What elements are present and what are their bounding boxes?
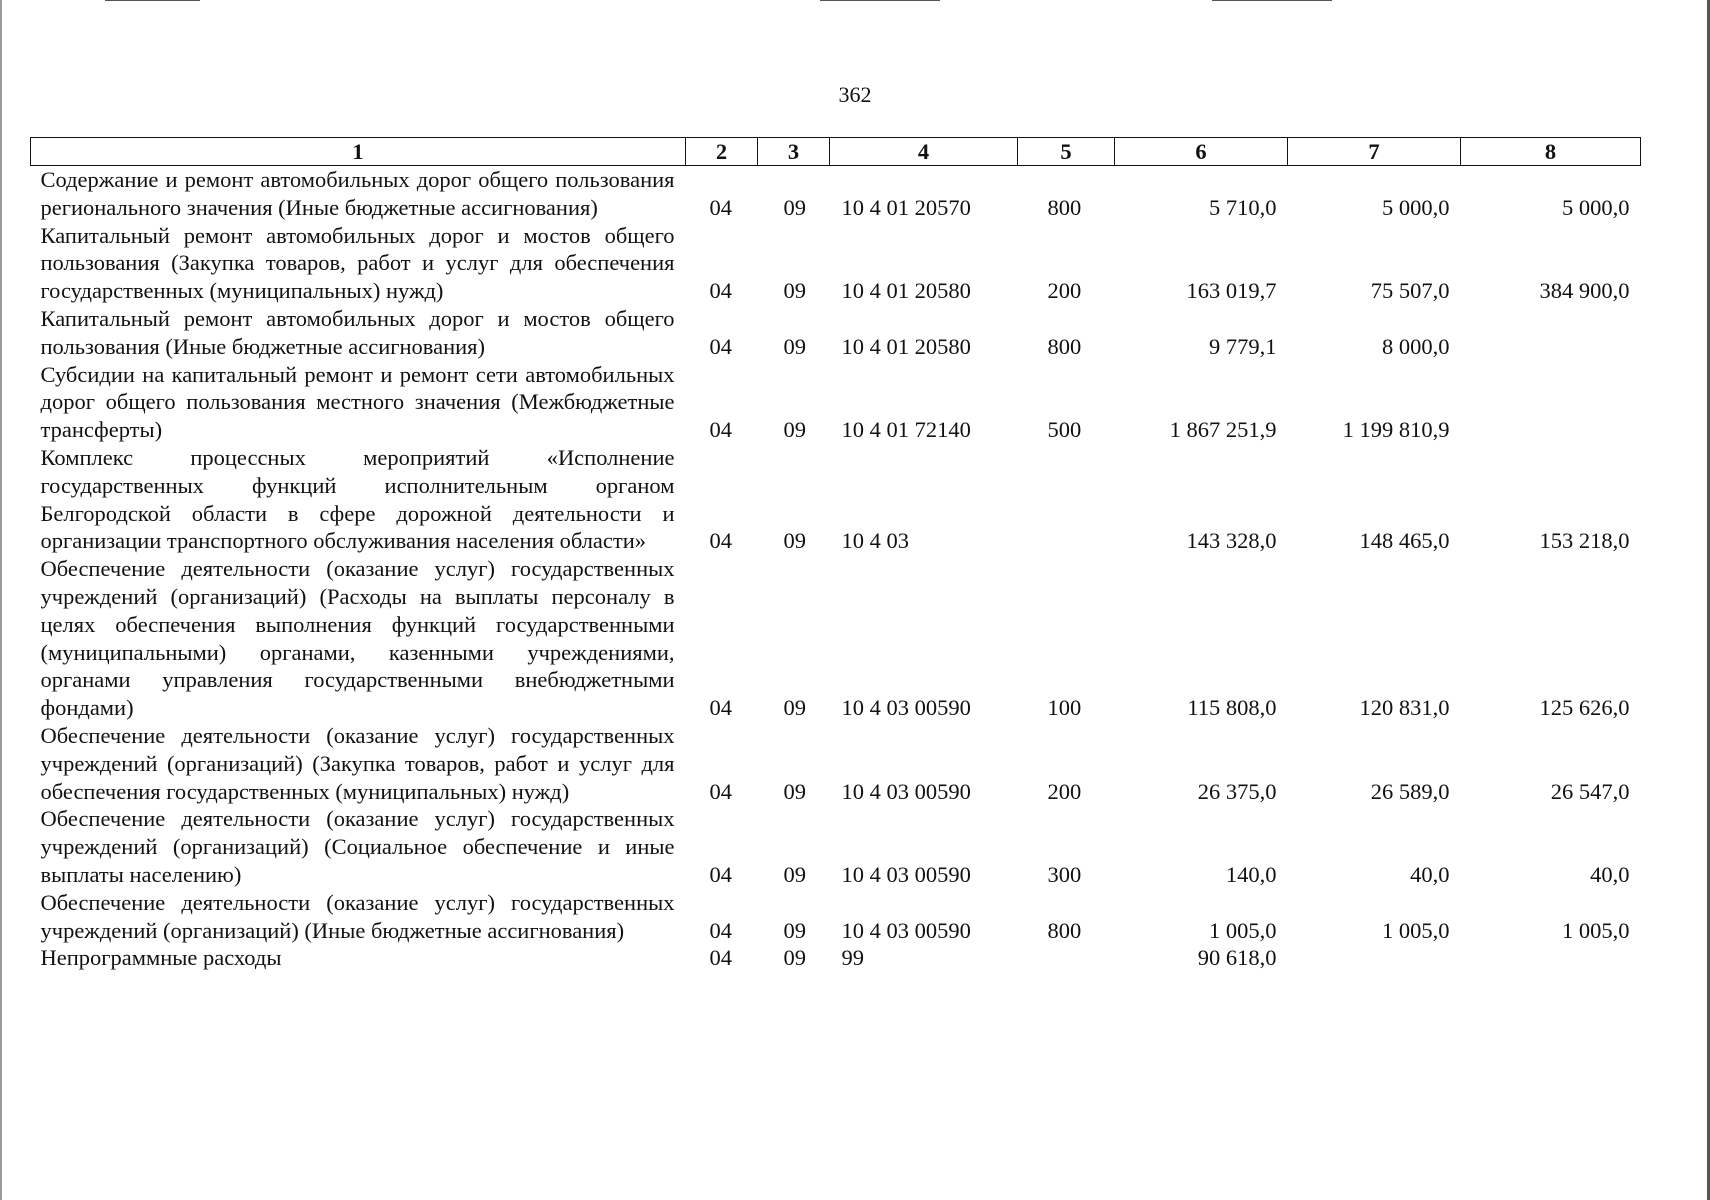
row-amount-col7: 148 465,0: [1359, 528, 1450, 554]
row-target-code: 10 4 03 00590: [841, 917, 971, 943]
row-target-code: 10 4 03 00590: [841, 695, 971, 721]
row-amount-col6: 90 618,0: [1197, 945, 1277, 971]
row-section: 04: [709, 917, 732, 943]
table-row: [31, 444, 1641, 555]
row-section: 04: [709, 778, 732, 804]
column-header-8: 8: [1461, 138, 1641, 166]
row-amount-col8: 5 000,0: [1562, 194, 1630, 220]
row-subsection: 09: [783, 528, 806, 554]
scan-mark: [1212, 0, 1332, 1]
row-amount-col8: 125 626,0: [1539, 695, 1630, 721]
row-target-code: 10 4 03: [841, 528, 909, 554]
table-row: [31, 361, 1641, 444]
row-amount-col7: [1288, 944, 1461, 972]
column-header-3: 3: [758, 138, 830, 166]
row-target-code: 10 4 01 20580: [841, 333, 971, 359]
row-amount-col8: 153 218,0: [1539, 528, 1630, 554]
column-header-4: 4: [830, 138, 1018, 166]
row-section: 04: [709, 278, 732, 304]
row-subsection: 09: [783, 778, 806, 804]
row-amount-col7: 75 507,0: [1370, 278, 1450, 304]
row-section: 04: [709, 417, 732, 443]
row-amount-col8: [1461, 305, 1641, 361]
row-amount-col6: 5 710,0: [1209, 194, 1277, 220]
row-amount-col6: 140,0: [1225, 861, 1277, 887]
row-description: Обеспечение деятельности (оказание услуг) государственных учреждений (организаций) (Иные бюджетные ассигнования): [40, 889, 675, 943]
row-target-code: 99: [841, 945, 864, 971]
row-amount-col7: 26 589,0: [1370, 778, 1450, 804]
budget-table-container: [30, 137, 1640, 972]
table-row: [31, 555, 1641, 722]
row-target-code: 10 4 01 72140: [841, 417, 971, 443]
column-header-5: 5: [1018, 138, 1115, 166]
row-expense-type: 800: [1047, 333, 1082, 359]
row-expense-type: 300: [1047, 861, 1082, 887]
row-subsection: 09: [783, 861, 806, 887]
row-expense-type: 100: [1047, 695, 1082, 721]
table-row: [31, 166, 1641, 222]
row-amount-col8: [1461, 361, 1641, 444]
table-row: [31, 805, 1641, 888]
row-amount-col6: 1 867 251,9: [1169, 417, 1277, 443]
row-amount-col7: 8 000,0: [1382, 333, 1450, 359]
row-amount-col6: 163 019,7: [1186, 278, 1277, 304]
row-description: Обеспечение деятельности (оказание услуг) государственных учреждений (организаций) (Расходы на выплаты персоналу в целях обеспечения выполнения функций государственными (муниципальными) органами, казенными учреждениями, органами управления государственными внебюджетными фондами): [40, 556, 675, 721]
column-header-2: 2: [686, 138, 758, 166]
row-subsection: 09: [783, 333, 806, 359]
row-amount-col8: [1461, 944, 1641, 972]
row-subsection: 09: [783, 945, 806, 971]
table-row: [31, 944, 1641, 972]
scan-mark: [105, 0, 200, 1]
table-row: [31, 889, 1641, 945]
row-description: Субсидии на капитальный ремонт и ремонт сети автомобильных дорог общего пользования местного значения (Межбюджетные трансферты): [40, 361, 675, 443]
row-amount-col6: 115 808,0: [1187, 695, 1277, 721]
row-amount-col8: 26 547,0: [1550, 778, 1630, 804]
row-description: Непрограммные расходы: [40, 945, 282, 971]
row-amount-col8: 384 900,0: [1539, 278, 1630, 304]
row-amount-col7: 40,0: [1410, 861, 1450, 887]
column-header-7: 7: [1288, 138, 1461, 166]
row-section: 04: [709, 194, 732, 220]
row-expense-type: 800: [1047, 917, 1082, 943]
row-amount-col6: 9 779,1: [1209, 333, 1277, 359]
row-subsection: 09: [783, 194, 806, 220]
row-subsection: 09: [783, 695, 806, 721]
row-subsection: 09: [783, 417, 806, 443]
row-expense-type: [1018, 444, 1115, 555]
row-description: Капитальный ремонт автомобильных дорог и мостов общего пользования (Иные бюджетные ассигнования): [40, 305, 675, 359]
row-amount-col8: 1 005,0: [1562, 917, 1630, 943]
row-amount-col6: 143 328,0: [1186, 528, 1277, 554]
table-row: [31, 722, 1641, 805]
row-amount-col7: 1 005,0: [1382, 917, 1450, 943]
row-subsection: 09: [783, 917, 806, 943]
row-section: 04: [709, 695, 732, 721]
scan-mark: [820, 0, 940, 1]
row-section: 04: [709, 861, 732, 887]
row-section: 04: [709, 945, 732, 971]
table-row: [31, 305, 1641, 361]
table-row: [31, 222, 1641, 305]
row-expense-type: 500: [1047, 417, 1082, 443]
row-section: 04: [709, 528, 732, 554]
row-target-code: 10 4 03 00590: [841, 778, 971, 804]
row-expense-type: 800: [1047, 194, 1082, 220]
row-amount-col6: 1 005,0: [1209, 917, 1277, 943]
table-header-row: [31, 138, 1641, 166]
row-description: Капитальный ремонт автомобильных дорог и мостов общего пользования (Закупка товаров, работ и услуг для обеспечения государственных (муниципальных) нужд): [40, 222, 675, 304]
row-amount-col7: 120 831,0: [1359, 695, 1450, 721]
row-amount-col6: 26 375,0: [1197, 778, 1277, 804]
row-expense-type: 200: [1047, 778, 1082, 804]
page-number: 362: [838, 82, 872, 107]
row-expense-type: 200: [1047, 278, 1082, 304]
row-description: Обеспечение деятельности (оказание услуг) государственных учреждений (организаций) (Социальное обеспечение и иные выплаты населению): [40, 806, 675, 887]
column-header-6: 6: [1115, 138, 1288, 166]
row-subsection: 09: [783, 278, 806, 304]
row-target-code: 10 4 01 20570: [841, 194, 971, 220]
scan-edge-left: [0, 0, 2, 1200]
row-amount-col7: 5 000,0: [1382, 194, 1450, 220]
row-amount-col8: 40,0: [1590, 861, 1630, 887]
row-section: 04: [709, 333, 732, 359]
column-header-1: 1: [31, 138, 686, 166]
row-expense-type: [1018, 944, 1115, 972]
row-target-code: 10 4 03 00590: [841, 861, 971, 887]
budget-table: [30, 137, 1641, 972]
row-amount-col7: 1 199 810,9: [1342, 417, 1450, 443]
row-description: Комплекс процессных мероприятий «Исполнение государственных функций исполнительным органом Белгородской области в сфере дорожной деятельности и организации транспортного обслуживания населения области»: [40, 444, 675, 554]
row-description: Обеспечение деятельности (оказание услуг) государственных учреждений (организаций) (Закупка товаров, работ и услуг для обеспечения государственных (муниципальных) нужд): [40, 722, 675, 804]
row-description: Содержание и ремонт автомобильных дорог общего пользования регионального значения (Иные бюджетные ассигнования): [40, 167, 675, 220]
row-target-code: 10 4 01 20580: [841, 278, 971, 304]
